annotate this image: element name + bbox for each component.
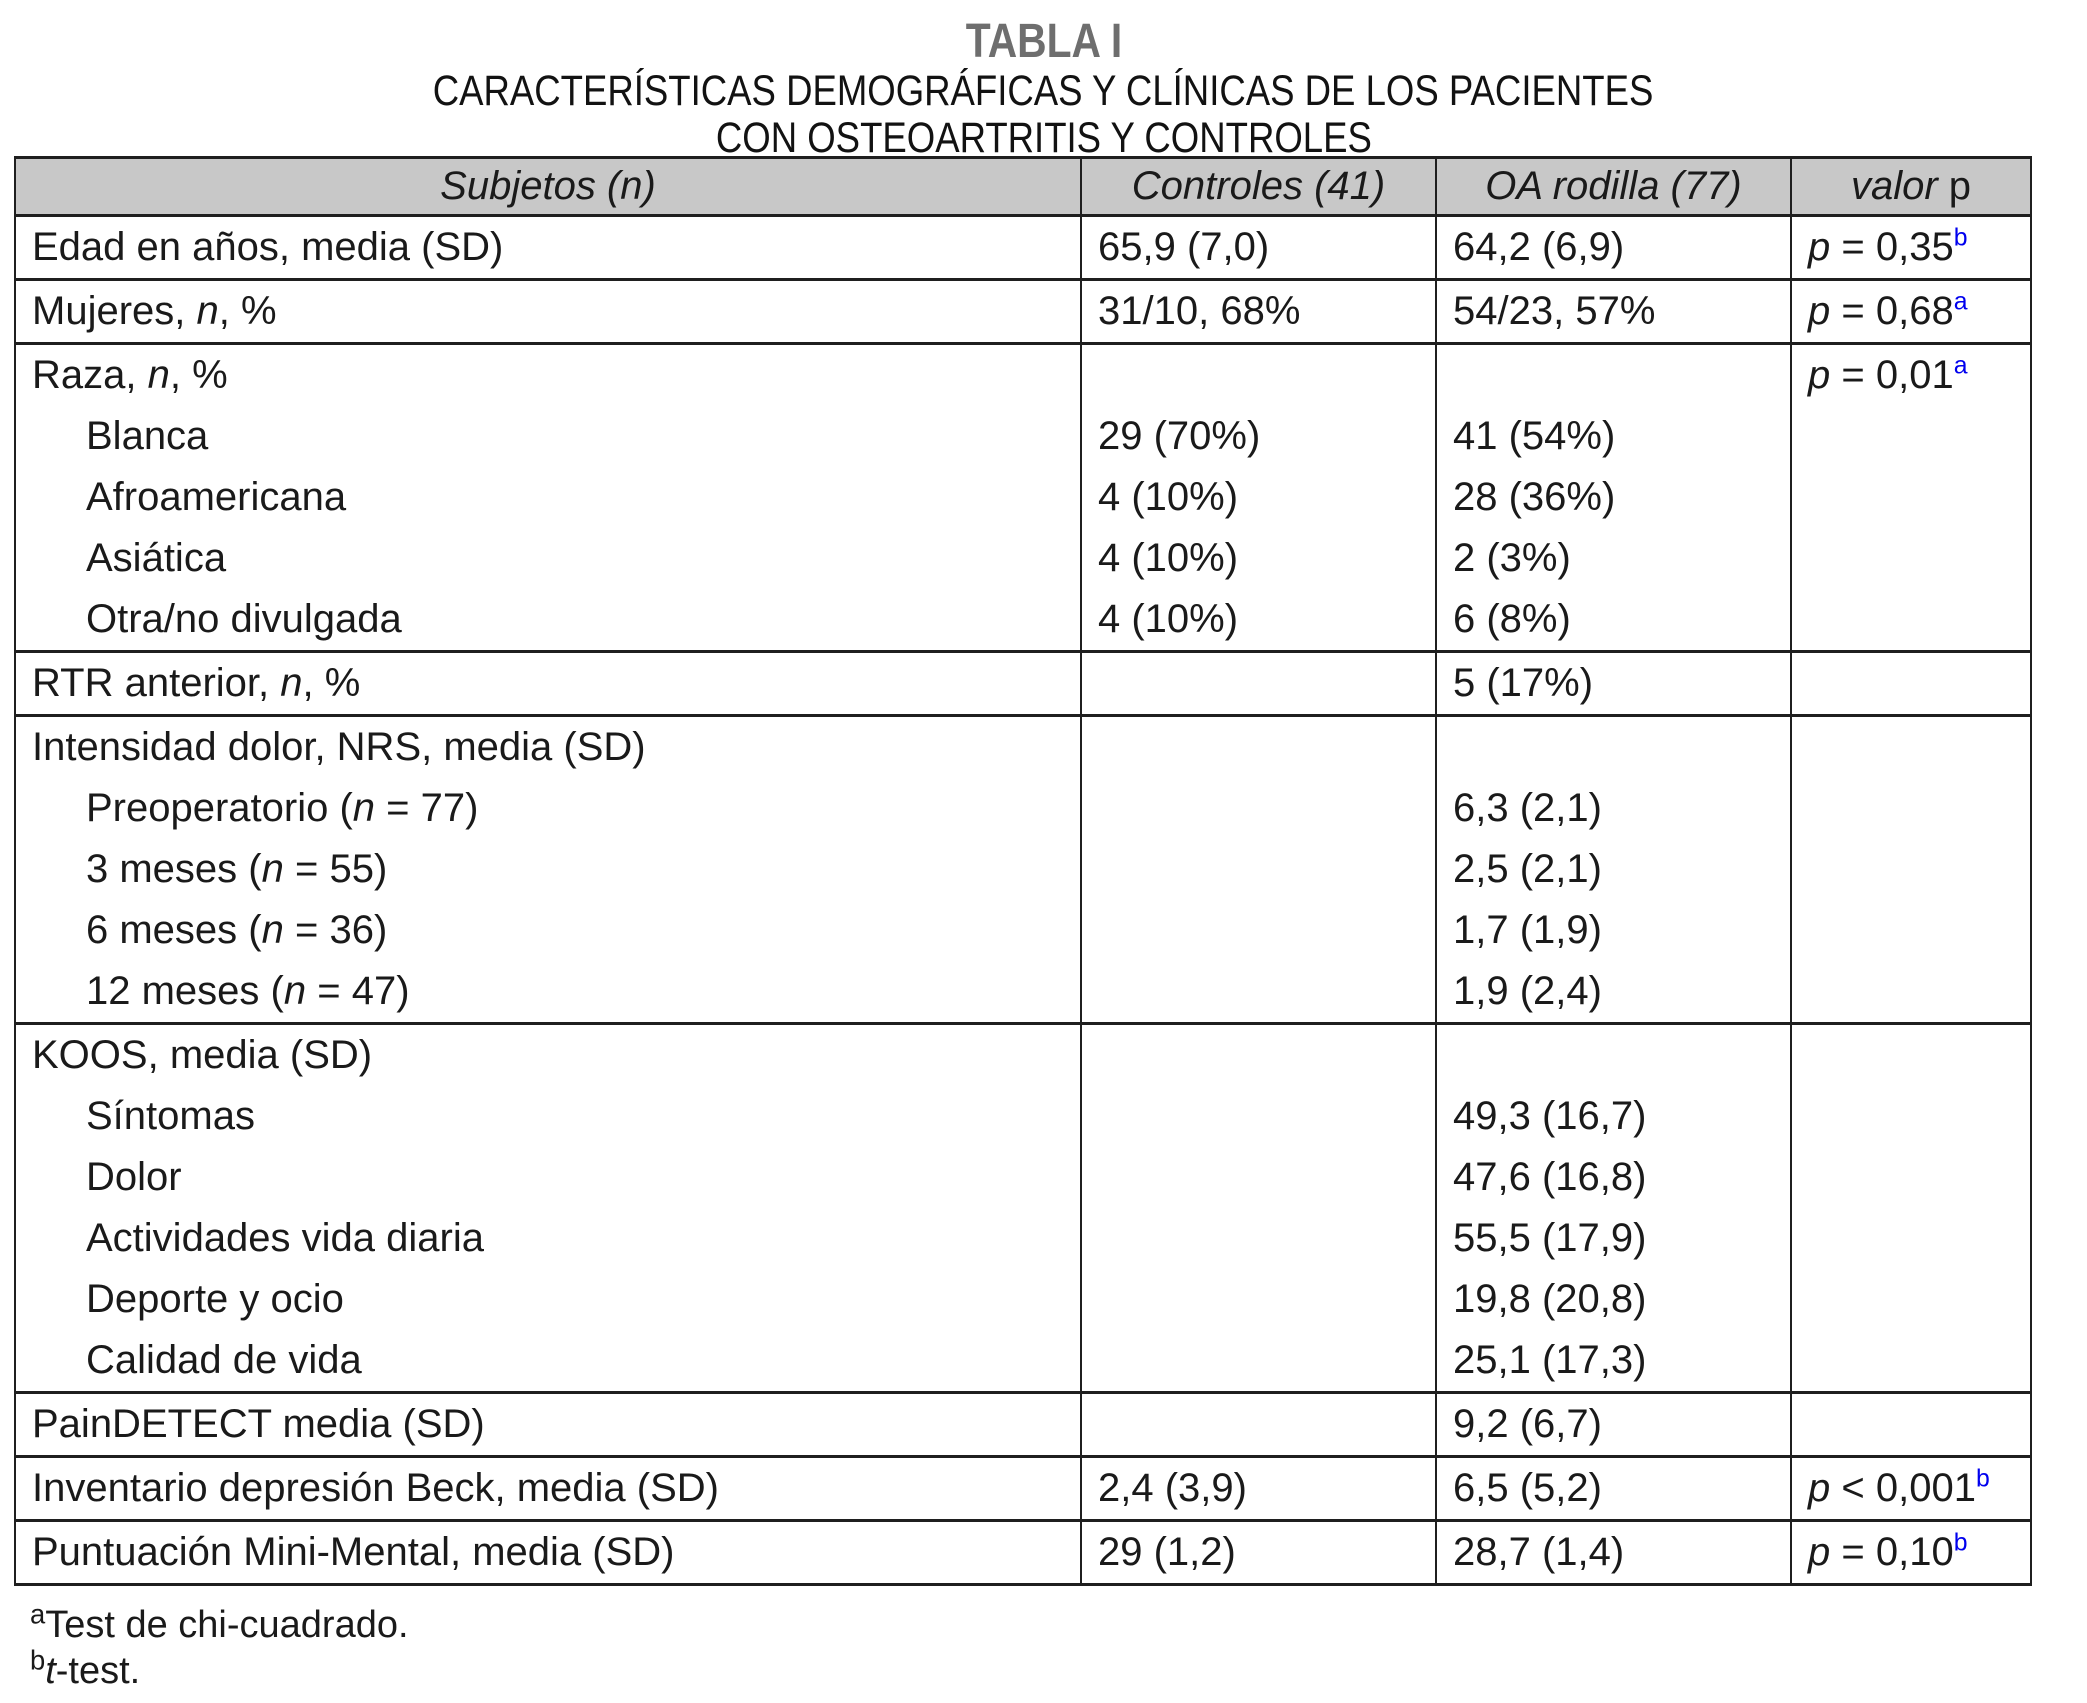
title-block	[0, 0, 2087, 162]
cell-line	[1792, 1086, 2030, 1147]
cell-line: 65,9 (7,0)	[1098, 225, 1270, 269]
value-cell	[1081, 652, 1436, 716]
value-cell	[1436, 652, 1791, 716]
cell-line: p < 0,001$^b$	[1808, 1465, 1990, 1510]
cell-line: Raza, n, %	[32, 353, 228, 397]
cell-line: Deporte y ocio	[86, 1277, 344, 1321]
value-cell	[1436, 1521, 1791, 1585]
table-subtitle-line2-text: CON OSTEOARTRITIS Y CONTROLES	[715, 114, 1372, 162]
value-cell	[1791, 280, 2031, 344]
cell-line: 64,2 (6,9)	[1453, 225, 1625, 269]
cell-line: 9,2 (6,7)	[1453, 1402, 1602, 1446]
row-label-cell	[15, 652, 1081, 716]
cell-line	[1082, 839, 1435, 900]
cell-line: Afroamericana	[86, 475, 347, 519]
cell-line: p = 0,35$^b$	[1808, 224, 1968, 269]
cell-line: p = 0,68$^a$	[1808, 288, 1968, 333]
table-title	[0, 16, 2087, 68]
cell-line	[1082, 1208, 1435, 1269]
value-cell	[1791, 1521, 2031, 1585]
cell-line: 6 (8%)	[1453, 597, 1571, 641]
value-cell	[1436, 1393, 1791, 1457]
cell-line	[1792, 778, 2030, 839]
cell-line: 1,9 (2,4)	[1453, 969, 1602, 1013]
cell-line	[1792, 1330, 2030, 1391]
value-cell	[1081, 716, 1436, 1024]
cell-line	[1792, 467, 2030, 528]
cell-line: KOOS, media (SD)	[32, 1033, 373, 1077]
column-header-oa-knee: OA rodilla (77)	[1436, 158, 1791, 216]
cell-line	[1792, 528, 2030, 589]
cell-line	[1437, 1025, 1790, 1086]
cell-line	[1437, 345, 1790, 406]
table-title-text: TABLA I	[965, 15, 1122, 68]
row-label-cell	[15, 1393, 1081, 1457]
table-row	[15, 1457, 2031, 1521]
row-label-cell	[15, 216, 1081, 280]
cell-line: Dolor	[86, 1155, 182, 1199]
column-header-subjects: Subjetos (n)	[15, 158, 1081, 216]
cell-line: 2 (3%)	[1453, 536, 1571, 580]
row-label-cell	[15, 344, 1081, 652]
value-cell	[1436, 344, 1791, 652]
cell-line: Otra/no divulgada	[86, 597, 402, 641]
cell-line: 3 meses (n = 55)	[86, 847, 388, 891]
cell-line	[1792, 653, 2030, 714]
value-cell	[1081, 344, 1436, 652]
cell-line	[1792, 1147, 2030, 1208]
cell-line	[1082, 1086, 1435, 1147]
cell-line	[1792, 839, 2030, 900]
value-cell	[1791, 652, 2031, 716]
value-cell	[1436, 280, 1791, 344]
row-label-cell	[15, 716, 1081, 1024]
cell-line: Intensidad dolor, NRS, media (SD)	[32, 725, 646, 769]
cell-line: 25,1 (17,3)	[1453, 1338, 1647, 1382]
table-row	[15, 716, 2031, 1024]
table-subtitle-line1	[0, 68, 2087, 115]
value-cell	[1791, 344, 2031, 652]
cell-line: Edad en años, media (SD)	[32, 225, 504, 269]
footnote-a: $^a$Test de chi-cuadrado.	[30, 1598, 409, 1646]
cell-line: 31/10, 68%	[1098, 289, 1301, 333]
value-cell	[1436, 1457, 1791, 1521]
cell-line: 4 (10%)	[1098, 597, 1239, 641]
cell-line: Asiática	[86, 536, 227, 580]
table-row	[15, 1521, 2031, 1585]
row-label-cell	[15, 280, 1081, 344]
table-row	[15, 652, 2031, 716]
cell-line: 55,5 (17,9)	[1453, 1216, 1647, 1260]
cell-line	[1792, 406, 2030, 467]
cell-line: 28 (36%)	[1453, 475, 1616, 519]
table-header	[15, 158, 2031, 216]
cell-line: 54/23, 57%	[1453, 289, 1656, 333]
cell-line	[1082, 653, 1435, 714]
value-cell	[1791, 716, 2031, 1024]
cell-line	[1792, 961, 2030, 1022]
value-cell	[1081, 1024, 1436, 1393]
cell-line: 2,4 (3,9)	[1098, 1466, 1247, 1510]
value-cell	[1436, 216, 1791, 280]
value-cell	[1791, 1393, 2031, 1457]
cell-line	[1792, 1208, 2030, 1269]
cell-line	[1082, 900, 1435, 961]
header-row	[15, 158, 2031, 216]
cell-line: 6 meses (n = 36)	[86, 908, 388, 952]
table-row	[15, 216, 2031, 280]
value-cell	[1791, 1457, 2031, 1521]
cell-line: 29 (70%)	[1098, 414, 1261, 458]
cell-line: 41 (54%)	[1453, 414, 1616, 458]
cell-line	[1792, 900, 2030, 961]
cell-line	[1792, 717, 2030, 778]
cell-line	[1082, 778, 1435, 839]
cell-line	[1082, 1330, 1435, 1391]
cell-line	[1082, 345, 1435, 406]
value-cell	[1081, 280, 1436, 344]
table-row	[15, 1393, 2031, 1457]
cell-line: RTR anterior, n, %	[32, 661, 361, 705]
cell-line: 4 (10%)	[1098, 536, 1239, 580]
demographics-table	[14, 156, 2032, 1586]
value-cell	[1436, 1024, 1791, 1393]
footnotes	[30, 1598, 2087, 1694]
value-cell	[1791, 1024, 2031, 1393]
cell-line: Mujeres, n, %	[32, 289, 277, 333]
cell-line: 47,6 (16,8)	[1453, 1155, 1647, 1199]
cell-line: Actividades vida diaria	[86, 1216, 484, 1260]
cell-line: 29 (1,2)	[1098, 1530, 1236, 1574]
row-label-cell	[15, 1521, 1081, 1585]
table-row	[15, 344, 2031, 652]
cell-line: 5 (17%)	[1453, 661, 1594, 705]
cell-line: 2,5 (2,1)	[1453, 847, 1602, 891]
cell-line	[1082, 1025, 1435, 1086]
value-cell	[1436, 716, 1791, 1024]
table-subtitle-line2	[0, 115, 2087, 162]
value-cell	[1081, 1393, 1436, 1457]
table-row	[15, 1024, 2031, 1393]
cell-line	[1082, 1269, 1435, 1330]
row-label-cell	[15, 1457, 1081, 1521]
column-header-p-value: valor p	[1791, 158, 2031, 216]
cell-line: Puntuación Mini-Mental, media (SD)	[32, 1530, 675, 1574]
value-cell	[1081, 1521, 1436, 1585]
cell-line: 12 meses (n = 47)	[86, 969, 410, 1013]
table-body	[15, 216, 2031, 1585]
cell-line: 6,3 (2,1)	[1453, 786, 1602, 830]
value-cell	[1791, 216, 2031, 280]
row-label-cell	[15, 1024, 1081, 1393]
cell-line: 49,3 (16,7)	[1453, 1094, 1647, 1138]
cell-line	[1792, 1025, 2030, 1086]
cell-line: p = 0,10$^b$	[1808, 1529, 1968, 1574]
footnote-b: $^b$t-test.	[30, 1644, 141, 1692]
cell-line: 28,7 (1,4)	[1453, 1530, 1625, 1574]
cell-line: 1,7 (1,9)	[1453, 908, 1602, 952]
cell-line: 19,8 (20,8)	[1453, 1277, 1647, 1321]
cell-line	[1792, 1394, 2030, 1455]
table-row	[15, 280, 2031, 344]
cell-line: Inventario depresión Beck, media (SD)	[32, 1466, 719, 1510]
cell-line	[1792, 589, 2030, 650]
value-cell	[1081, 216, 1436, 280]
cell-line: PainDETECT media (SD)	[32, 1402, 485, 1446]
cell-line: p = 0,01$^a$	[1808, 352, 1968, 397]
cell-line	[1082, 717, 1435, 778]
cell-line	[1792, 1269, 2030, 1330]
cell-line: 6,5 (5,2)	[1453, 1466, 1602, 1510]
cell-line	[1082, 961, 1435, 1022]
cell-line	[1082, 1147, 1435, 1208]
column-header-controls: Controles (41)	[1081, 158, 1436, 216]
cell-line	[1082, 1394, 1435, 1455]
cell-line: Calidad de vida	[86, 1338, 362, 1382]
cell-line	[1437, 717, 1790, 778]
cell-line: Blanca	[86, 414, 209, 458]
cell-line: 4 (10%)	[1098, 475, 1239, 519]
cell-line: Preoperatorio (n = 77)	[86, 786, 479, 830]
cell-line: Síntomas	[86, 1094, 255, 1138]
value-cell	[1081, 1457, 1436, 1521]
table-subtitle-line1-text: CARACTERÍSTICAS DEMOGRÁFICAS Y CLÍNICAS DE LOS PACIENTES	[433, 67, 1654, 115]
